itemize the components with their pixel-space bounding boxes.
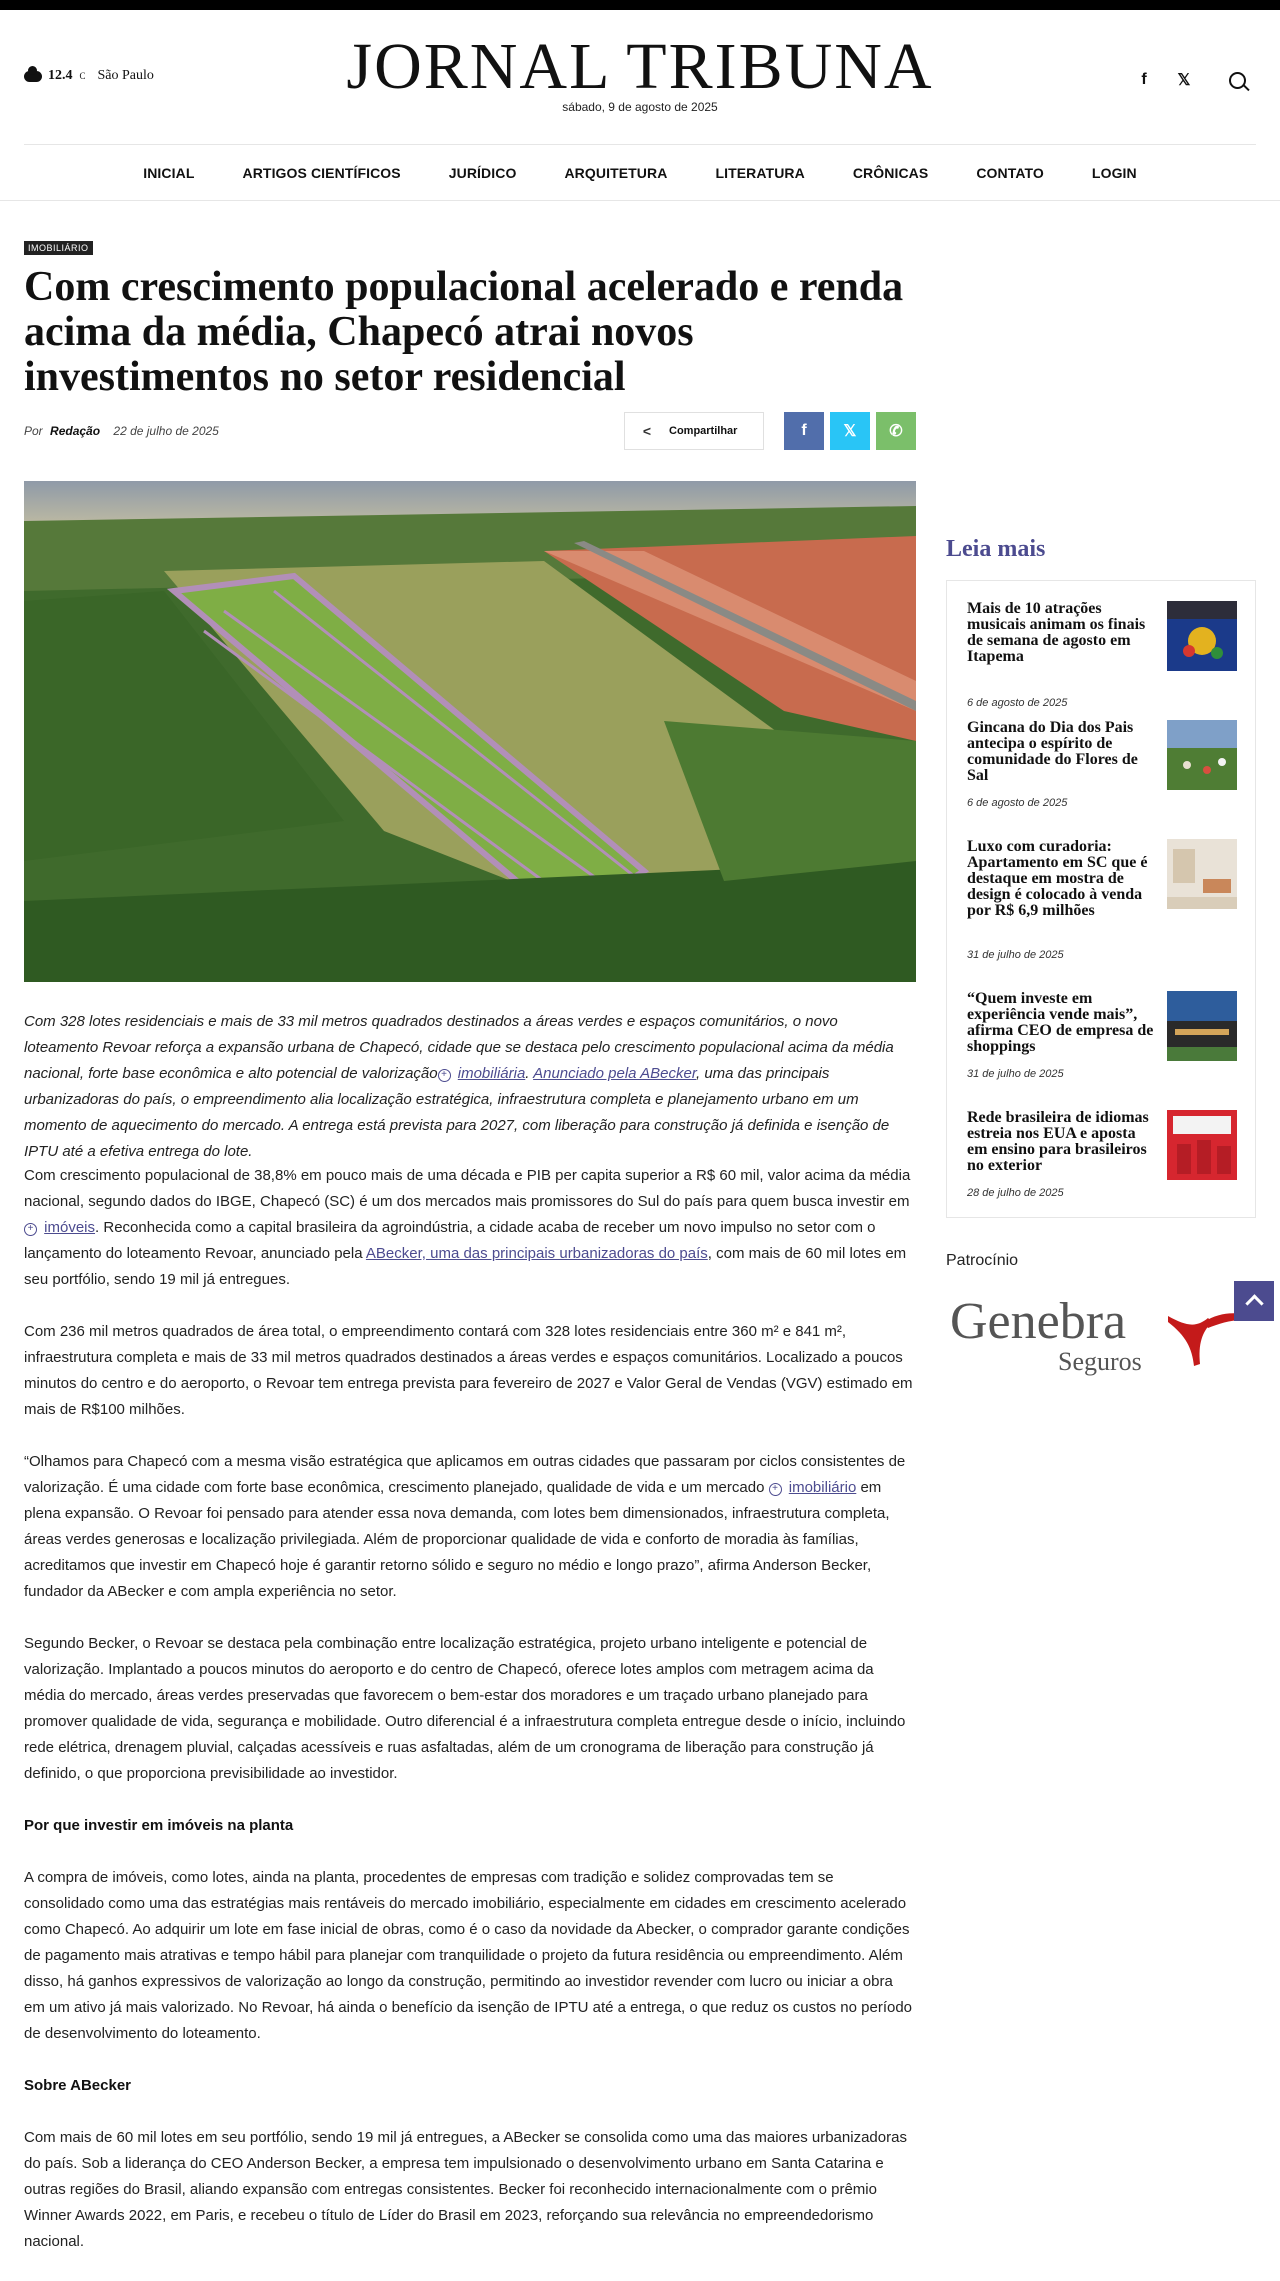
- paragraph: [24, 1163, 916, 1293]
- sponsor-label: Patrocínio: [946, 1252, 1019, 1269]
- header-date: sábado, 9 de agosto de 2025: [562, 100, 718, 114]
- facebook-icon[interactable]: f: [1141, 71, 1147, 88]
- related-date: 28 de julho de 2025: [967, 1187, 1064, 1199]
- byline: [24, 424, 219, 438]
- related-title[interactable]: Luxo com curadoria: Apartamento em SC que é destaque em mostra de design é colocado à venda por R$ 6,9 milhões: [967, 838, 1148, 919]
- whatsapp-icon: ✆: [889, 423, 903, 440]
- plus-circle-icon: +: [24, 1223, 37, 1236]
- x-icon: 𝕏: [843, 423, 857, 440]
- nav-item-inicial[interactable]: INICIAL: [143, 164, 195, 181]
- nav-item-contato[interactable]: CONTATO: [976, 164, 1044, 181]
- related-thumbnail[interactable]: [1167, 991, 1237, 1061]
- main-nav: [0, 145, 1280, 201]
- paragraph: Segundo Becker, o Revoar se destaca pela combinação entre localização estratégica, projeto urbano inteligente e potencial de valorização. Implantado a poucos minutos do aeroporto e do centro de Chapecó, oferece lotes amplos com metragem acima da média do mercado, áreas verdes preservadas que favorecem o bem-estar dos moradores e um traçado urbano planejado para promover qualidade de vida, segurança e mobilidade. Outro diferencial é a infraestrutura completa entregue desde o início, incluindo rede elétrica, drenagem pluvial, calçadas acessíveis e ruas asfaltadas, além de um cronograma de liberação para construção já definido, o que proporciona previsibilidade ao investidor.: [24, 1635, 906, 1782]
- paragraph: Com mais de 60 mil lotes em seu portfólio, sendo 19 mil já entregues, a ABecker se consolida como uma das maiores urbanizadoras do país. Sob a liderança do CEO Anderson Becker, a empresa tem impulsionado o desenvolvimento urbano em Santa Catarina e outras regiões do Brasil, aliando expansão com entregas consistentes. Becker foi reconhecido internacionalmente com o prêmio Winner Awards 2022, em Paris, e recebeu o título de Líder do Brasil em 2023, reforçando sua relevância no empreendedorismo nacional.: [24, 2129, 907, 2250]
- share-x-button[interactable]: [830, 412, 870, 450]
- related-title[interactable]: Gincana do Dia dos Pais antecipa o espírito de comunidade do Flores de Sal: [967, 719, 1138, 784]
- section-heading: Por que investir em imóveis na planta: [24, 1817, 294, 1834]
- related-date: 6 de agosto de 2025: [967, 797, 1068, 809]
- link-imoveis[interactable]: imóveis: [44, 1219, 96, 1236]
- article-body: [24, 1163, 916, 2281]
- sponsor-sub: Seguros: [1058, 1347, 1142, 1376]
- related-thumbnail[interactable]: [1167, 720, 1237, 790]
- caption-text: Com 328 lotes residenciais e mais de 33 mil metros quadrados destinados a áreas verdes e espaços comunitários, o novo loteamento Revoar reforça a expansão urbana de Chapecó, cidade que se destaca pelo crescimento populacional acima da média nacional, forte base econômica e alto potencial de valorização: [24, 1013, 894, 1082]
- leia-mais-title: Leia mais: [946, 536, 1046, 562]
- category-badge[interactable]: IMOBILIÁRIO: [24, 241, 93, 255]
- caption-link-imobiliaria[interactable]: imobiliária: [457, 1065, 526, 1082]
- related-date: 31 de julho de 2025: [967, 1068, 1064, 1080]
- sponsor-logo[interactable]: [946, 1286, 1256, 1386]
- paragraph-text: Com crescimento populacional de 38,8% em pouco mais de uma década e PIB per capita superior a R$ 60 mil, valor acima da média nacional, segundo dados do IBGE, Chapecó (SC) é um dos mercados mais promissores do Sul do país para quem busca investir em: [24, 1167, 911, 1210]
- share-button[interactable]: [624, 412, 764, 450]
- related-title[interactable]: Rede brasileira de idiomas estreia nos EUA e aposta em ensino para brasileiros no exterior: [967, 1109, 1149, 1174]
- paragraph: [24, 1449, 916, 1605]
- facebook-icon: f: [801, 422, 807, 439]
- site-logo[interactable]: JORNAL TRIBUNA: [346, 30, 934, 103]
- image-caption: [24, 1009, 916, 1165]
- share-label: Compartilhar: [669, 425, 738, 437]
- paragraph: A compra de imóveis, como lotes, ainda na planta, procedentes de empresas com tradição e solidez comprovadas tem se consolidado como uma das estratégias mais rentáveis do mercado imobiliário, especialmente em cidades em crescimento acelerado como Chapecó. Ao adquirir um lote em fase inicial de obras, como é o caso da novidade da Abecker, o comprador garante condições de pagamento mais atrativas e tempo hábil para planejar com tranquilidade o projeto da futura residência ou empreendimento. Além disso, há ganhos expressivos de valorização ao longo da construção, permitindo ao investidor revender com lucro ou iniciar a obra em um ativo já mais valorizado. No Revoar, há ainda o benefício da isenção de IPTU até a entrega, o que reduz os custos no período de desenvolvimento do loteamento.: [24, 1869, 913, 2042]
- search-icon[interactable]: [1229, 72, 1246, 89]
- byline-by: Por: [24, 424, 43, 438]
- nav-item-login[interactable]: LOGIN: [1091, 164, 1137, 181]
- nav-item-cronicas[interactable]: CRÔNICAS: [852, 164, 929, 181]
- paragraph: Com 236 mil metros quadrados de área total, o empreendimento contará com 328 lotes residenciais entre 360 m² e 841 m², infraestrutura completa e mais de 33 mil metros quadrados destinados a áreas verdes e espaços comunitários. Localizado a poucos minutos do centro e do aeroporto, o Revoar tem entrega prevista para fevereiro de 2027 e Valor Geral de Vendas (VGV) estimado em mais de R$100 milhões.: [24, 1323, 913, 1418]
- related-date: 31 de julho de 2025: [967, 949, 1064, 961]
- share-icon: <: [642, 423, 652, 439]
- paragraph-text: “Olhamos para Chapecó com a mesma visão estratégica que aplicamos em outras cidades que passaram por ciclos consistentes de valorização. É uma cidade com forte base econômica, crescimento planejado, qualidade de vida e um mercado: [24, 1453, 906, 1496]
- hero-image: [24, 481, 916, 982]
- caption-text: .: [525, 1065, 530, 1082]
- nav-item-literatura[interactable]: LITERATURA: [715, 164, 805, 181]
- related-title[interactable]: “Quem investe em experiência vende mais”, afirma CEO de empresa de shoppings: [967, 990, 1154, 1055]
- link-imobiliario[interactable]: imobiliário: [788, 1479, 857, 1496]
- x-icon[interactable]: 𝕏: [1177, 72, 1191, 89]
- top-bar: [0, 0, 1280, 10]
- link-abecker[interactable]: ABecker, uma das principais urbanizadoras do país: [365, 1245, 708, 1262]
- sponsor-name: Genebra: [950, 1293, 1127, 1350]
- nav-item-juridico[interactable]: JURÍDICO: [448, 164, 517, 181]
- scroll-to-top-button[interactable]: [1234, 1281, 1274, 1321]
- related-thumbnail[interactable]: [1167, 1110, 1237, 1180]
- paragraph-text: em plena expansão. O Revoar foi pensado para atender essa nova demanda, com lotes bem dimensionados, infraestrutura completa, áreas verdes generosas e localização privilegiada. Além de proporcionar qualidade de vida e conforto de moradia às famílias, acreditamos que investir em Chapecó hoje é garantir retorno sólido e seguro no médio e longo prazo”, afirma Anderson Becker, fundador da ABecker e com ampla experiência no setor.: [24, 1479, 890, 1600]
- weather-unit: C: [79, 71, 86, 81]
- caption-link-abecker[interactable]: Anunciado pela ABecker: [533, 1065, 696, 1082]
- paragraph-text: , com mais de 60 mil lotes em seu portfólio, sendo 19 mil já entregues.: [24, 1245, 907, 1288]
- article-title: Com crescimento populacional acelerado e renda acima da média, Chapecó atrai novos investimentos no setor residencial: [24, 264, 904, 400]
- weather-temp: 12.4: [48, 68, 73, 83]
- plus-circle-icon: +: [769, 1483, 782, 1496]
- share-whatsapp-button[interactable]: [876, 412, 916, 450]
- related-thumbnail[interactable]: [1167, 839, 1237, 909]
- site-header: [0, 10, 1280, 145]
- section-heading: Sobre ABecker: [24, 2077, 131, 2094]
- related-date: 6 de agosto de 2025: [967, 697, 1068, 709]
- plus-circle-icon: +: [438, 1069, 451, 1082]
- caption-text: , uma das principais urbanizadoras do país, o empreendimento alia localização estratégica, infraestrutura completa e planejamento urbano em um momento de aquecimento do mercado. A entrega está prevista para 2027, com liberação para construção já definida e isenção de IPTU até a efetiva entrega do lote.: [24, 1065, 890, 1160]
- author-link[interactable]: Redação: [50, 424, 101, 438]
- nav-item-artigos[interactable]: ARTIGOS CIENTÍFICOS: [242, 164, 401, 181]
- paragraph-text: . Reconhecida como a capital brasileira da agroindústria, a cidade acaba de receber um novo impulso no setor com o lançamento do loteamento Revoar, anunciado pela: [24, 1219, 876, 1262]
- article-date: 22 de julho de 2025: [113, 424, 219, 438]
- leia-mais-list: [946, 580, 1256, 1218]
- related-title[interactable]: Mais de 10 atrações musicais animam os finais de semana de agosto em Itapema: [967, 600, 1146, 665]
- header-social: [1135, 70, 1246, 90]
- related-thumbnail[interactable]: [1167, 601, 1237, 671]
- share-facebook-button[interactable]: [784, 412, 824, 450]
- nav-item-arquitetura[interactable]: ARQUITETURA: [564, 164, 668, 181]
- weather-city: São Paulo: [97, 68, 154, 83]
